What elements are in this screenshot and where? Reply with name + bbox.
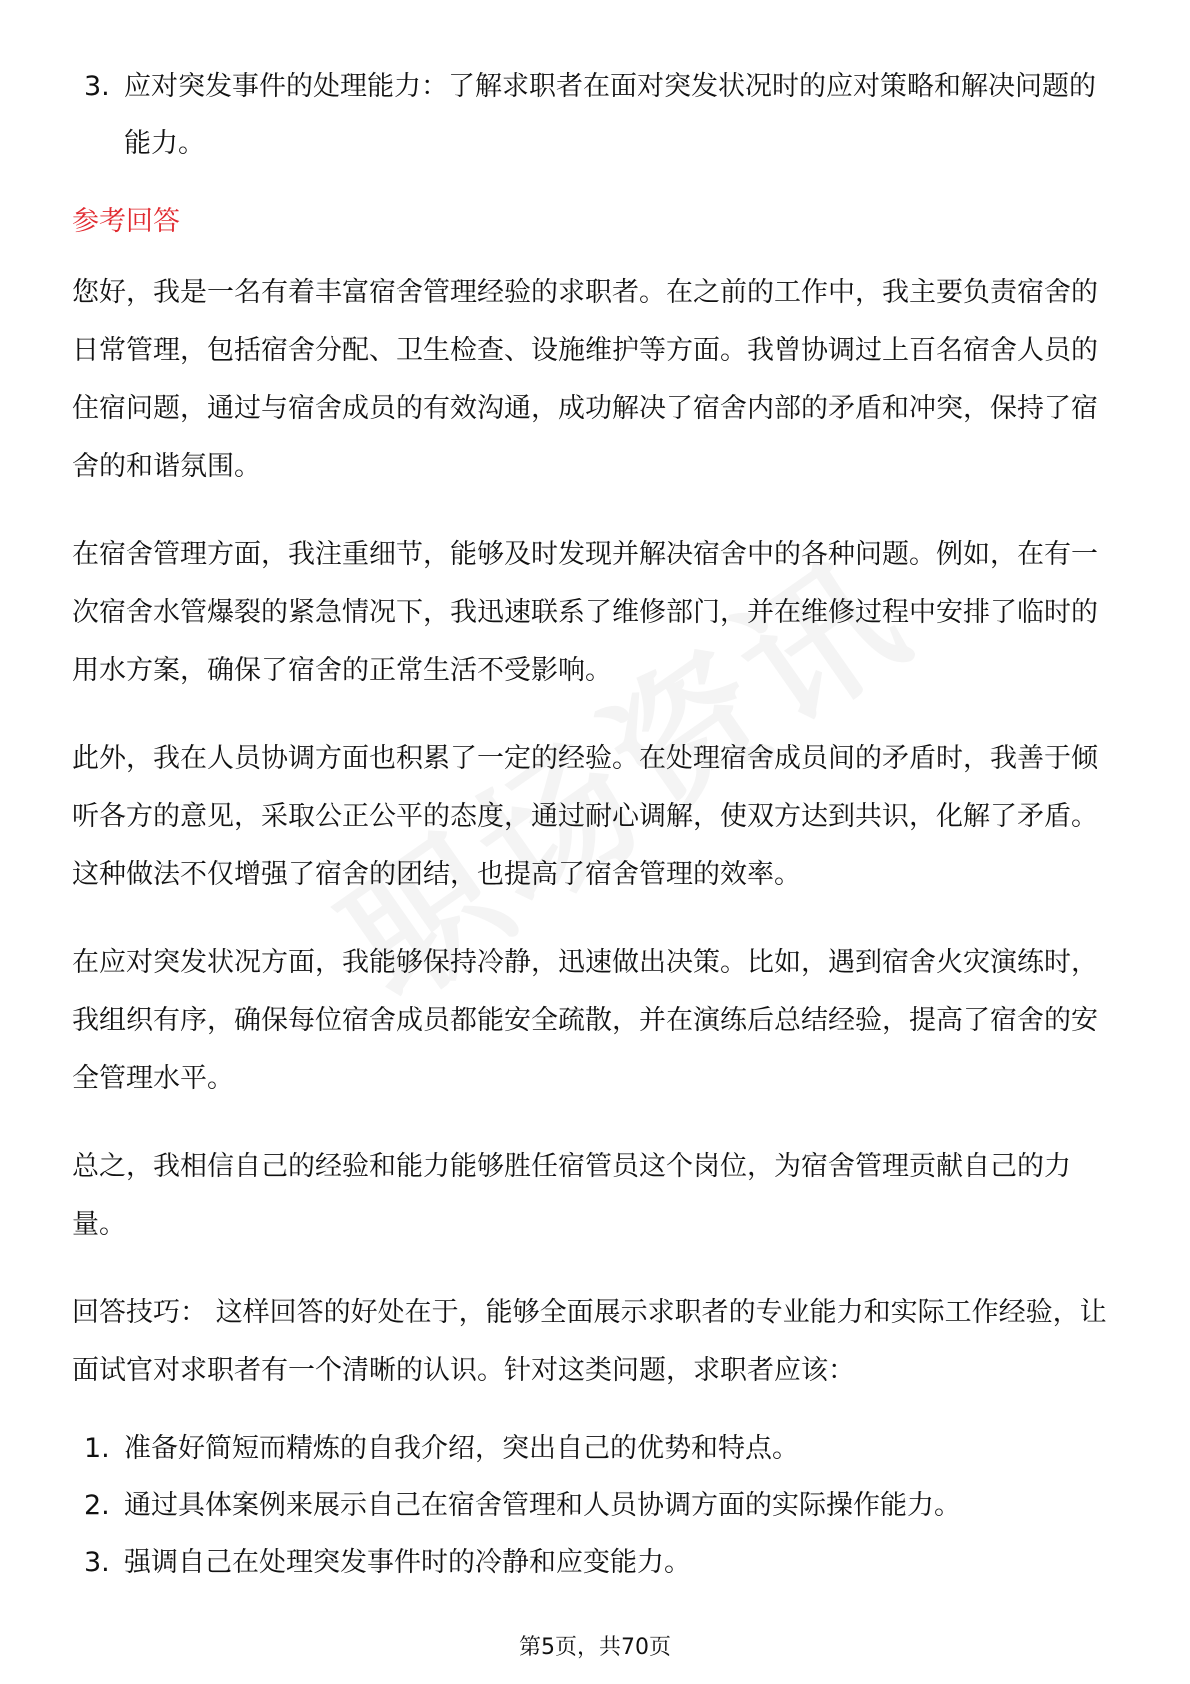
content-area	[72, 58, 1118, 1591]
question-points-list	[72, 58, 1118, 172]
list-item	[72, 58, 1118, 172]
list-item-number: 2.	[84, 1490, 110, 1521]
list-item-number: 1.	[84, 1433, 110, 1464]
answer-paragraph: 总之，我相信自己的经验和能力能够胜任宿管员这个岗位，为宿舍管理贡献自己的力量。	[72, 1151, 1071, 1240]
list-item-text: 准备好简短而精炼的自我介绍，突出自己的优势和特点。	[124, 1433, 799, 1464]
list-item-number: 3.	[84, 1547, 110, 1578]
list-item-text: 强调自己在处理突发事件时的冷静和应变能力。	[124, 1547, 691, 1578]
answer-paragraph: 在应对突发状况方面，我能够保持冷静，迅速做出决策。比如，遇到宿舍火灾演练时，我组织有序，确保每位宿舍成员都能安全疏散，并在演练后总结经验，提高了宿舍的安全管理水平。	[72, 947, 1098, 1094]
page-footer: 第5页，共70页	[519, 1635, 671, 1660]
list-item	[72, 1420, 1118, 1477]
answer-paragraph: 此外，我在人员协调方面也积累了一定的经验。在处理宿舍成员间的矛盾时，我善于倾听各方的意见，采取公正公平的态度，通过耐心调解，使双方达到共识，化解了矛盾。这种做法不仅增强了宿舍的团结，也提高了宿舍管理的效率。	[72, 743, 1098, 890]
answer-paragraph: 在宿舍管理方面，我注重细节，能够及时发现并解决宿舍中的各种问题。例如，在有一次宿舍水管爆裂的紧急情况下，我迅速联系了维修部门，并在维修过程中安排了临时的用水方案，确保了宿舍的正常生活不受影响。	[72, 539, 1098, 686]
list-item-text: 应对突发事件的处理能力：了解求职者在面对突发状况时的应对策略和解决问题的能力。	[124, 71, 1096, 159]
list-item-text: 通过具体案例来展示自己在宿舍管理和人员协调方面的实际操作能力。	[124, 1490, 961, 1521]
tips-list	[72, 1420, 1118, 1591]
list-item-number: 3.	[84, 71, 110, 102]
answer-tips: 回答技巧： 这样回答的好处在于，能够全面展示求职者的专业能力和实际工作经验，让面试官对求职者有一个清晰的认识。针对这类问题，求职者应该：	[72, 1297, 1107, 1386]
list-item	[72, 1477, 1118, 1534]
answer-paragraph: 您好，我是一名有着丰富宿舍管理经验的求职者。在之前的工作中，我主要负责宿舍的日常管理，包括宿舍分配、卫生检查、设施维护等方面。我曾协调过上百名宿舍人员的住宿问题，通过与宿舍成员的有效沟通，成功解决了宿舍内部的矛盾和冲突，保持了宿舍的和谐氛围。	[72, 277, 1098, 482]
section-title: 参考回答	[72, 206, 180, 237]
list-item	[72, 1534, 1118, 1591]
